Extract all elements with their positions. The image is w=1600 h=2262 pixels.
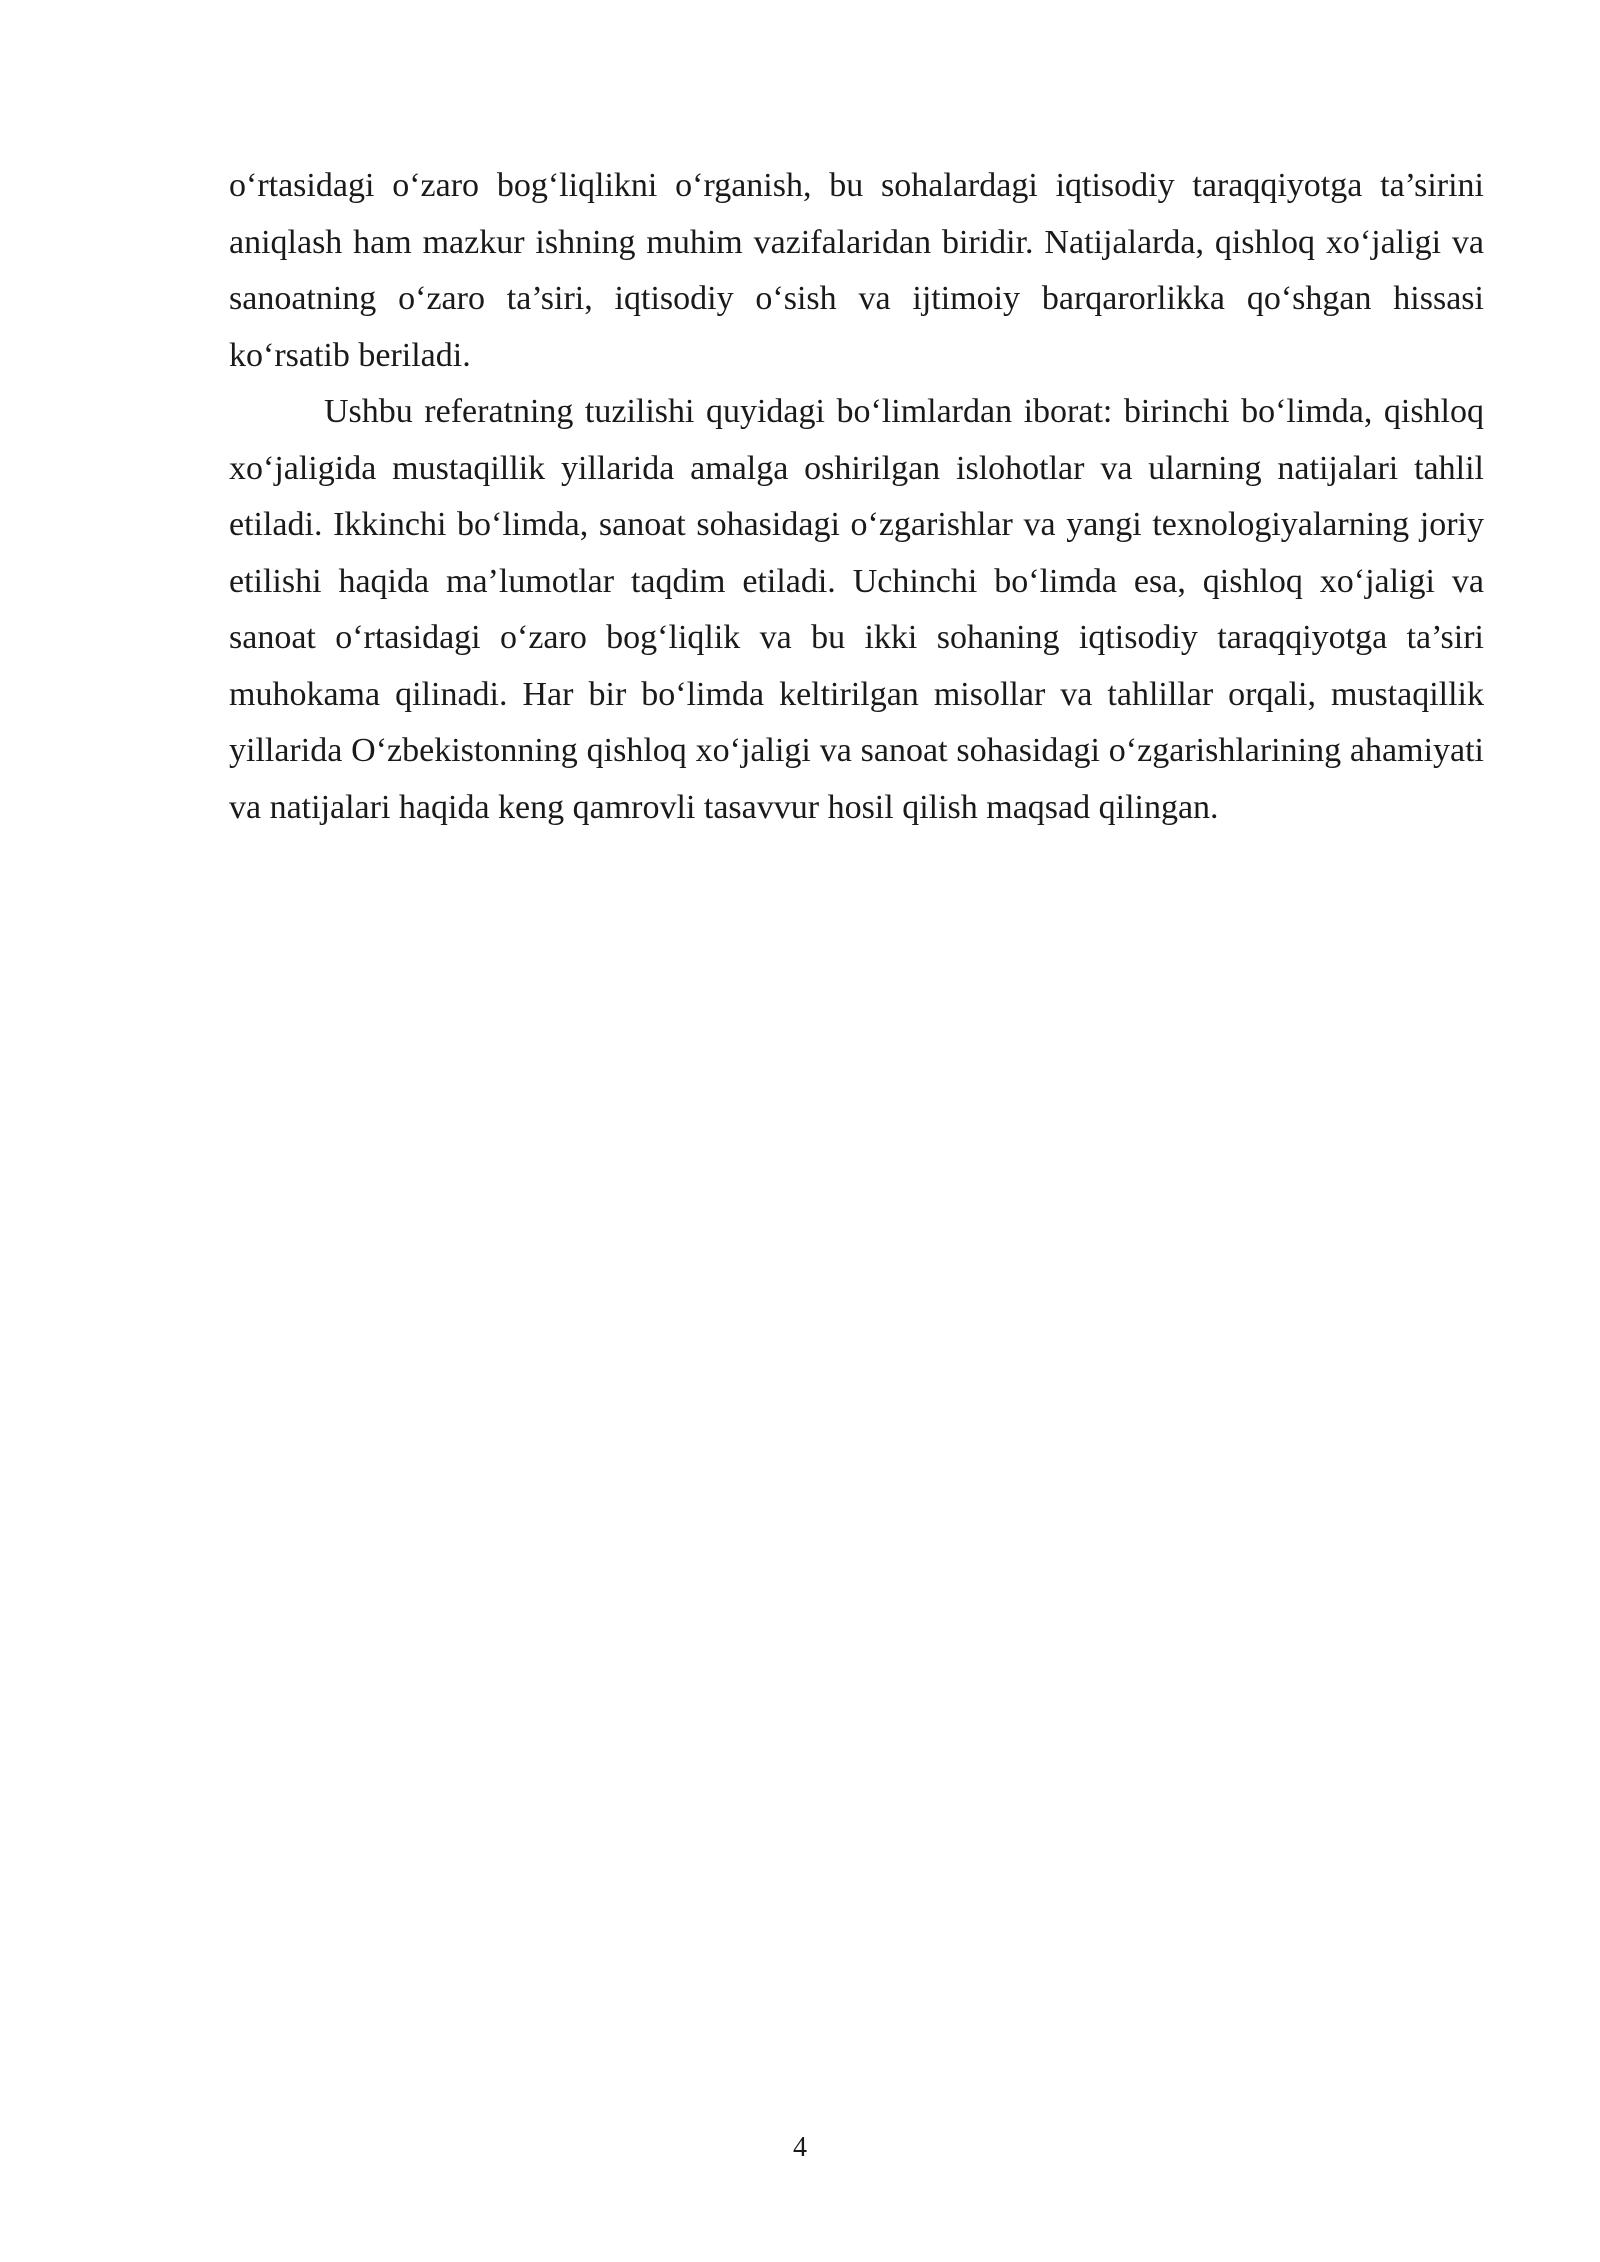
page-number: 4 [793,2132,807,2163]
paragraph-continuation: o‘rtasidagi o‘zaro bog‘liqlikni o‘rganish, bu sohalardagi iqtisodiy taraqqiyotga ta’sirini aniqlash ham mazkur ishning muhim vazifalaridan biridir. Natijalarda, qishloq xo‘jaligi va sanoatning o‘zaro ta’siri, iqtisodiy o‘sish va ijtimoiy barqarorlikka qo‘shgan hissasi ko‘rsatib beriladi. [229,167,1484,374]
paragraph-structure: Ushbu referatning tuzilishi quyidagi bo‘limlardan iborat: birinchi bo‘limda, qishloq xo‘jaligida mustaqillik yillarida amalga oshirilgan islohotlar va ularning natijalari tahlil etiladi. Ikkinchi bo‘limda, sanoat sohasidagi o‘zgarishlar va yangi texnologiyalarning joriy etilishi haqida ma’lumotlar taqdim etiladi. Uchinchi bo‘limda esa, qishloq xo‘jaligi va sanoat o‘rtasidagi o‘zaro bog‘liqlik va bu ikki sohaning iqtisodiy taraqqiyotga ta’siri muhokama qilinadi. Har bir bo‘limda keltirilgan misollar va tahlillar orqali, mustaqillik yillarida O‘zbekistonning qishloq xo‘jaligi va sanoat sohasidagi o‘zgarishlarining ahamiyati va natijalari haqida keng qamrovli tasavvur hosil qilish maqsad qilingan. [229,393,1484,826]
body-text [229,158,1484,836]
